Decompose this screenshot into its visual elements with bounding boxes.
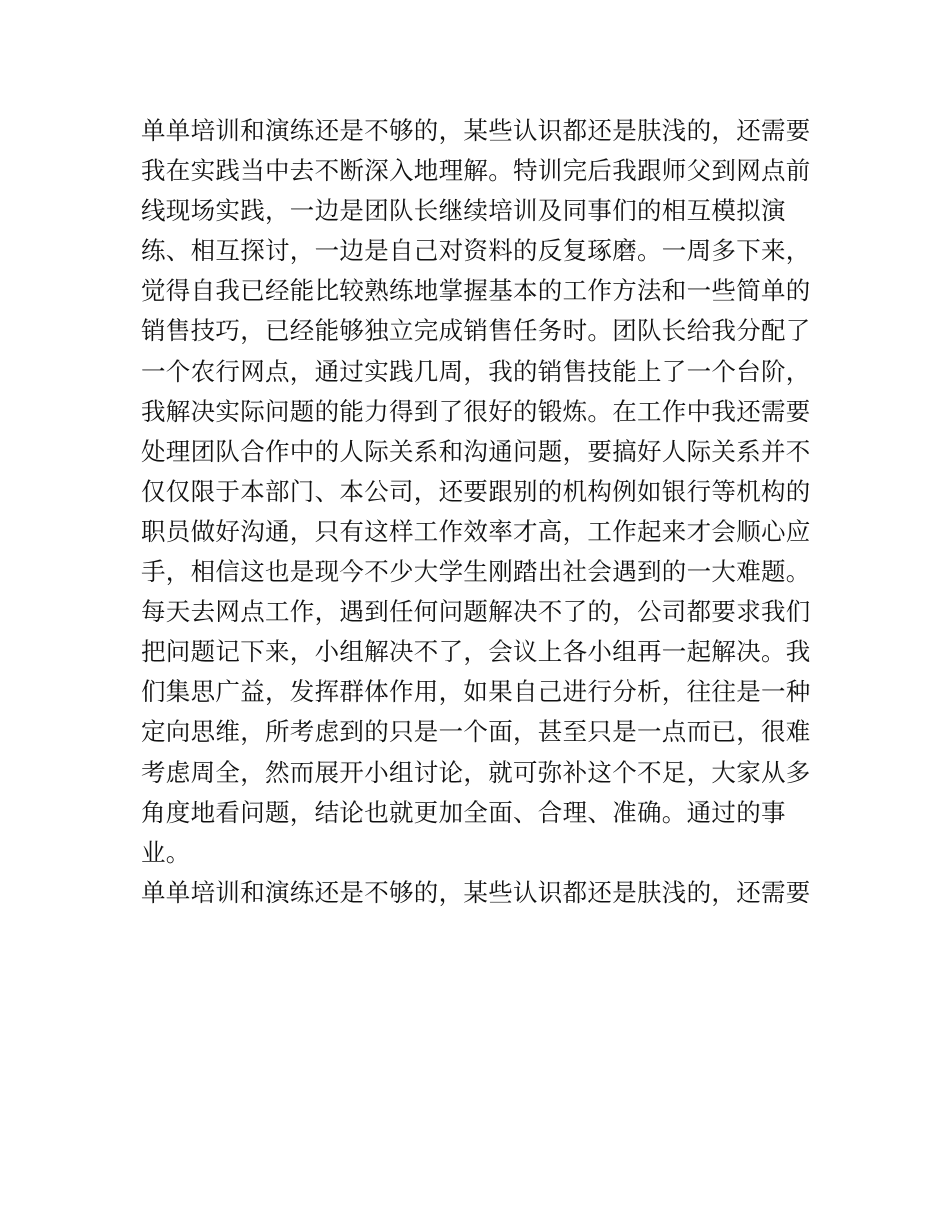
text-line: 处理团队合作中的人际关系和沟通问题，要搞好人际关系并不 [141, 436, 811, 466]
text-line: 练、相互探讨，一边是自己对资料的反复琢磨。一周多下来， [141, 236, 811, 266]
text-line: 角度地看问题，结论也就更加全面、合理、准确。通过的事 [141, 797, 786, 827]
text-line: 我在实践当中去不断深入地理解。特训完后我跟师父到网点前 [141, 156, 811, 186]
text-line: 手，相信这也是现今不少大学生刚踏出社会遇到的一大难题。 [141, 557, 811, 587]
text-line: 把问题记下来，小组解决不了，会议上各小组再一起解决。我 [141, 637, 811, 667]
text-line: 单单培训和演练还是不够的，某些认识都还是肤浅的，还需要 [141, 877, 811, 907]
text-line: 职员做好沟通，只有这样工作效率才高，工作起来才会顺心应 [141, 516, 811, 546]
text-line: 仅仅限于本部门、本公司，还要跟别的机构例如银行等机构的 [141, 476, 811, 506]
text-line: 销售技巧，已经能够独立完成销售任务时。团队长给我分配了 [141, 316, 811, 346]
text-line: 线现场实践，一边是团队长继续培训及同事们的相互模拟演 [141, 196, 786, 226]
text-line: 觉得自我已经能比较熟练地掌握基本的工作方法和一些简单的 [141, 276, 811, 306]
text-line: 我解决实际问题的能力得到了很好的锻炼。在工作中我还需要 [141, 396, 811, 426]
text-line: 考虑周全，然而展开小组讨论，就可弥补这个不足，大家从多 [141, 757, 811, 787]
text-line: 单单培训和演练还是不够的，某些认识都还是肤浅的，还需要 [141, 116, 811, 145]
body-text [141, 111, 816, 913]
text-line: 一个农行网点，通过实践几周，我的销售技能上了一个台阶， [141, 356, 811, 386]
text-line: 定向思维，所考虑到的只是一个面，甚至只是一点而已，很难 [141, 717, 811, 747]
text-line: 业。 [141, 837, 191, 867]
text-line: 们集思广益，发挥群体作用，如果自己进行分析，往往是一种 [141, 677, 811, 707]
text-line: 每天去网点工作，遇到任何问题解决不了的，公司都要求我们 [141, 597, 811, 627]
